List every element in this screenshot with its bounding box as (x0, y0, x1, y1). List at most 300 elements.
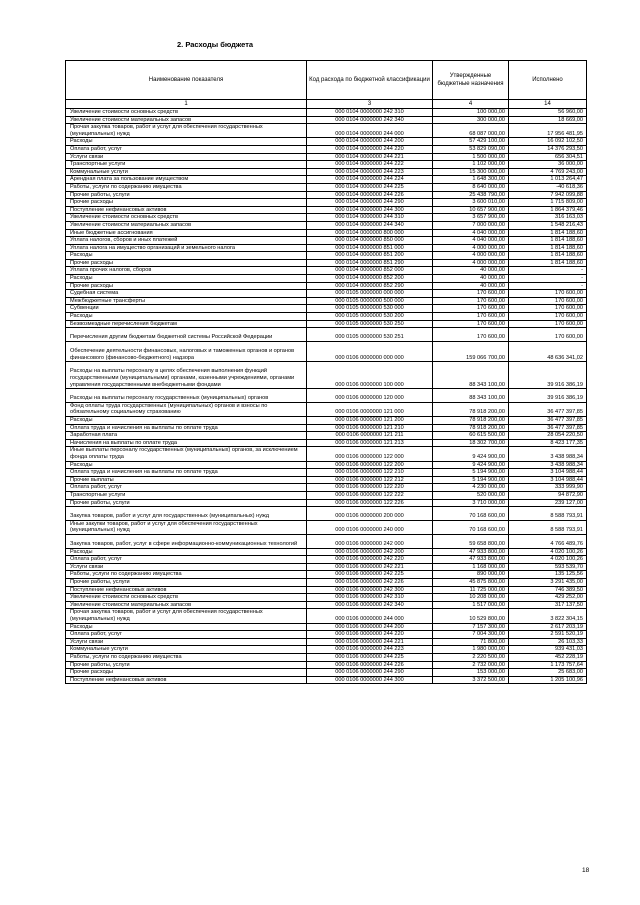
row-name: Прочие расходы (66, 669, 307, 677)
row-code: 000 0106 0000000 122 000 (307, 447, 433, 461)
row-name: Увеличение стоимости материальных запасов (66, 221, 307, 229)
row-executed: 317 137,50 (509, 601, 587, 609)
row-executed: 3 104 988,44 (509, 476, 587, 484)
table-row (66, 439, 587, 447)
row-name: Услуги связи (66, 638, 307, 646)
table-row (66, 153, 587, 161)
row-executed: 170 600,00 (509, 297, 587, 305)
table-row (66, 290, 587, 298)
table-row (66, 221, 587, 229)
row-approved: 57 429 100,00 (433, 138, 509, 146)
row-executed: 3 438 988,34 (509, 447, 587, 461)
row-executed: 18 669,00 (509, 116, 587, 124)
row-approved: 1 648 300,00 (433, 176, 509, 184)
row-executed: 48 636 341,02 (509, 341, 587, 361)
row-code: 000 0106 0000000 242 225 (307, 571, 433, 579)
table-row (66, 476, 587, 484)
row-executed: 36 477 397,85 (509, 402, 587, 416)
row-executed: 170 600,00 (509, 320, 587, 328)
row-name: Работы, услуги по содержанию имущества (66, 571, 307, 579)
row-name: Прочая закупка товаров, работ и услуг для обеспечения государственных (муниципальных) нужд (66, 609, 307, 623)
row-executed: 56 960,00 (509, 109, 587, 117)
row-name: Расходы (66, 416, 307, 424)
row-code: 000 0104 0000000 851 000 (307, 244, 433, 252)
table-row (66, 571, 587, 579)
row-executed: 26 103,33 (509, 638, 587, 646)
row-approved: 3 372 500,00 (433, 676, 509, 684)
row-name: Увеличение стоимости материальных запасов (66, 601, 307, 609)
row-approved: 7 000 000,00 (433, 221, 509, 229)
row-executed: 1 864 379,46 (509, 206, 587, 214)
table-row (66, 447, 587, 461)
row-executed: 239 127,00 (509, 499, 587, 507)
expenditure-table (65, 60, 587, 684)
table-row (66, 275, 587, 283)
table-row (66, 328, 587, 342)
table-row (66, 669, 587, 677)
row-code: 000 0104 0000000 851 290 (307, 259, 433, 267)
row-executed: 4 766 489,76 (509, 534, 587, 548)
row-approved: 15 300 000,00 (433, 168, 509, 176)
header-executed: Исполнено (509, 61, 587, 100)
row-approved: 170 600,00 (433, 320, 509, 328)
row-executed: -40 618,36 (509, 183, 587, 191)
table-row (66, 579, 587, 587)
row-code: 000 0106 0000000 122 212 (307, 476, 433, 484)
row-executed: 1 548 216,43 (509, 221, 587, 229)
header-code: Код расхода по бюджетной классификации (307, 61, 433, 100)
row-code: 000 0106 0000000 242 226 (307, 579, 433, 587)
row-name: Прочие расходы (66, 282, 307, 290)
row-code: 000 0105 0000000 530 251 (307, 328, 433, 342)
row-executed: 170 600,00 (509, 305, 587, 313)
row-name: Межбюджетные трансферты (66, 297, 307, 305)
row-name: Прочие расходы (66, 199, 307, 207)
row-name: Расходы на выплаты персоналу в целях обеспечения выполнения функций государственными (муниципальными) органами, казенными учреждениями, органами управления государственными внебюджетными фондами (66, 362, 307, 389)
row-code: 000 0104 0000000 244 224 (307, 176, 433, 184)
row-name: Расходы (66, 548, 307, 556)
row-approved: 25 438 790,00 (433, 191, 509, 199)
row-code: 000 0106 0000000 244 221 (307, 638, 433, 646)
row-name: Иные закупки товаров, работ и услуг для обеспечения государственных (муниципальных) нужд (66, 520, 307, 534)
row-name: Оплата работ, услуг (66, 484, 307, 492)
row-executed: 8 588 793,91 (509, 520, 587, 534)
row-code: 000 0104 0000000 244 222 (307, 161, 433, 169)
row-name: Прочие работы, услуги (66, 579, 307, 587)
table-row (66, 176, 587, 184)
column-number-row (66, 100, 587, 109)
row-name: Работы, услуги по содержанию имущества (66, 183, 307, 191)
row-code: 000 0104 0000000 244 200 (307, 138, 433, 146)
row-name: Расходы (66, 138, 307, 146)
row-executed: - (509, 282, 587, 290)
row-code: 000 0104 0000000 852 000 (307, 267, 433, 275)
row-executed: 16 092 102,50 (509, 138, 587, 146)
row-name: Оплата работ, услуг (66, 556, 307, 564)
row-code: 000 0106 0000000 122 210 (307, 469, 433, 477)
row-name: Оплата труда и начисления на выплаты по оплате труда (66, 469, 307, 477)
row-code: 000 0104 0000000 244 310 (307, 214, 433, 222)
row-code: 000 0106 0000000 121 211 (307, 432, 433, 440)
row-name: Расходы (66, 623, 307, 631)
row-executed: 14 376 293,50 (509, 145, 587, 153)
row-name: Поступление нефинансовых активов (66, 586, 307, 594)
table-row (66, 341, 587, 361)
table-row (66, 267, 587, 275)
row-executed: 1 814 188,60 (509, 229, 587, 237)
row-approved: 5 194 900,00 (433, 469, 509, 477)
row-approved: 170 600,00 (433, 290, 509, 298)
row-executed: 17 956 481,95 (509, 124, 587, 138)
header-row (66, 61, 587, 100)
row-executed: 39 916 386,19 (509, 389, 587, 403)
row-approved: 47 933 800,00 (433, 556, 509, 564)
row-code: 000 0106 0000000 122 220 (307, 484, 433, 492)
row-code: 000 0104 0000000 244 340 (307, 221, 433, 229)
table-row (66, 389, 587, 403)
row-executed: 1 814 188,60 (509, 252, 587, 260)
row-approved: 8 640 000,00 (433, 183, 509, 191)
table-row (66, 424, 587, 432)
row-name: Транспортные услуги (66, 161, 307, 169)
row-name: Субвенции (66, 305, 307, 313)
table-row (66, 229, 587, 237)
row-code: 000 0104 0000000 800 000 (307, 229, 433, 237)
row-code: 000 0104 0000000 244 220 (307, 145, 433, 153)
row-approved: 59 658 800,00 (433, 534, 509, 548)
row-name: Увеличение стоимости основных средств (66, 594, 307, 602)
row-code: 000 0105 0000000 530 250 (307, 320, 433, 328)
row-name: Увеличение стоимости основных средств (66, 109, 307, 117)
table-row (66, 402, 587, 416)
row-approved: 3 600 010,00 (433, 199, 509, 207)
row-executed: 3 291 435,00 (509, 579, 587, 587)
row-code: 000 0106 0000000 122 222 (307, 491, 433, 499)
row-name: Судебная система (66, 290, 307, 298)
row-executed: 1 715 809,00 (509, 199, 587, 207)
row-approved: 9 424 900,00 (433, 447, 509, 461)
table-row (66, 199, 587, 207)
row-code: 000 0106 0000000 242 220 (307, 556, 433, 564)
table-row (66, 416, 587, 424)
table-row (66, 601, 587, 609)
row-name: Безвозмездные перечисления бюджетам (66, 320, 307, 328)
table-row (66, 586, 587, 594)
row-code: 000 0104 0000000 850 000 (307, 237, 433, 245)
table-row (66, 520, 587, 534)
row-approved: 153 000,00 (433, 669, 509, 677)
table-row (66, 259, 587, 267)
row-code: 000 0106 0000000 244 223 (307, 646, 433, 654)
row-code: 000 0104 0000000 242 310 (307, 109, 433, 117)
row-executed: 8 588 793,91 (509, 507, 587, 521)
row-name: Прочие работы, услуги (66, 661, 307, 669)
row-code: 000 0106 0000000 242 221 (307, 563, 433, 571)
row-name: Начисления на выплаты по оплате труда (66, 439, 307, 447)
row-executed: 36 477 397,85 (509, 416, 587, 424)
table-row (66, 631, 587, 639)
table-row (66, 499, 587, 507)
row-approved: 70 168 600,00 (433, 507, 509, 521)
row-name: Расходы (66, 275, 307, 283)
row-name: Иные выплаты персоналу государственных (муниципальных) органов, за исключением фонда оплаты труда (66, 447, 307, 461)
table-row (66, 362, 587, 389)
row-executed: 3 104 988,44 (509, 469, 587, 477)
row-approved: 40 000,00 (433, 282, 509, 290)
row-approved: 4 040 000,00 (433, 237, 509, 245)
row-code: 000 0106 0000000 122 226 (307, 499, 433, 507)
row-executed: 1 814 188,60 (509, 244, 587, 252)
row-name: Оплата труда и начисления на выплаты по оплате труда (66, 424, 307, 432)
row-approved: 3 657 900,00 (433, 214, 509, 222)
row-executed: 429 252,00 (509, 594, 587, 602)
row-name: Расходы (66, 461, 307, 469)
row-name: Уплата налогов, сборов и иных платежей (66, 237, 307, 245)
row-name: Обеспечение деятельности финансовых, налоговых и таможенных органов и органов финансового (финансово-бюджетного) надзора (66, 341, 307, 361)
row-code: 000 0106 0000000 000 000 (307, 341, 433, 361)
row-name: Услуги связи (66, 153, 307, 161)
row-approved: 170 600,00 (433, 313, 509, 321)
row-executed: 593 539,70 (509, 563, 587, 571)
row-approved: 78 918 200,00 (433, 416, 509, 424)
row-executed: 36 477 397,85 (509, 424, 587, 432)
table-row (66, 646, 587, 654)
row-executed: 4 020 100,26 (509, 548, 587, 556)
row-name: Увеличение стоимости материальных запасов (66, 116, 307, 124)
table-row (66, 653, 587, 661)
row-approved: 11 725 000,00 (433, 586, 509, 594)
row-executed: 39 916 386,19 (509, 362, 587, 389)
row-code: 000 0105 0000000 500 000 (307, 297, 433, 305)
table-row (66, 282, 587, 290)
row-code: 000 0106 0000000 244 225 (307, 653, 433, 661)
row-executed: 7 942 099,88 (509, 191, 587, 199)
row-code: 000 0104 0000000 244 225 (307, 183, 433, 191)
row-executed: - (509, 275, 587, 283)
row-executed: 170 600,00 (509, 290, 587, 298)
row-executed: 8 423 177,35 (509, 439, 587, 447)
row-approved: 170 600,00 (433, 305, 509, 313)
table-row (66, 138, 587, 146)
row-approved: 890 000,00 (433, 571, 509, 579)
row-executed: 746 389,50 (509, 586, 587, 594)
header-name: Наименование показателя (66, 61, 307, 100)
row-executed: 1 814 188,60 (509, 259, 587, 267)
table-row (66, 145, 587, 153)
row-name: Прочие работы, услуги (66, 191, 307, 199)
row-code: 000 0106 0000000 242 200 (307, 548, 433, 556)
row-executed: 4 769 243,00 (509, 168, 587, 176)
row-approved: 78 918 200,00 (433, 424, 509, 432)
table-row (66, 623, 587, 631)
row-approved: 520 000,00 (433, 491, 509, 499)
row-approved: 1 980 000,00 (433, 646, 509, 654)
row-code: 000 0106 0000000 200 000 (307, 507, 433, 521)
row-code: 000 0106 0000000 244 290 (307, 669, 433, 677)
section-title: 2. Расходы бюджета (177, 40, 254, 49)
row-approved: 100 000,00 (433, 109, 509, 117)
row-name: Коммунальные услуги (66, 168, 307, 176)
table-row (66, 676, 587, 684)
row-approved: 40 000,00 (433, 267, 509, 275)
table-row (66, 534, 587, 548)
row-executed: 170 600,00 (509, 328, 587, 342)
table-row (66, 484, 587, 492)
row-approved: 53 829 090,00 (433, 145, 509, 153)
row-approved: 10 529 800,00 (433, 609, 509, 623)
row-approved: 3 710 000,00 (433, 499, 509, 507)
row-code: 000 0106 0000000 242 000 (307, 534, 433, 548)
row-executed: 2 617 203,19 (509, 623, 587, 631)
table-row (66, 548, 587, 556)
row-name: Поступление нефинансовых активов (66, 676, 307, 684)
row-approved: 4 230 000,00 (433, 484, 509, 492)
row-name: Расходы (66, 252, 307, 260)
table-row (66, 168, 587, 176)
row-name: Прочая закупка товаров, работ и услуг для обеспечения государственных (муниципальных) нужд (66, 124, 307, 138)
row-code: 000 0104 0000000 244 290 (307, 199, 433, 207)
row-executed: 170 600,00 (509, 313, 587, 321)
table-row (66, 461, 587, 469)
row-approved: 1 517 000,00 (433, 601, 509, 609)
row-approved: 170 600,00 (433, 328, 509, 342)
row-name: Расходы (66, 313, 307, 321)
table-row (66, 638, 587, 646)
row-approved: 45 875 800,00 (433, 579, 509, 587)
row-executed: 3 438 988,34 (509, 461, 587, 469)
row-code: 000 0104 0000000 851 200 (307, 252, 433, 260)
row-code: 000 0106 0000000 121 210 (307, 424, 433, 432)
row-code: 000 0104 0000000 244 226 (307, 191, 433, 199)
row-approved: 7 004 300,00 (433, 631, 509, 639)
row-code: 000 0106 0000000 121 200 (307, 416, 433, 424)
table-row (66, 237, 587, 245)
row-approved: 10 208 000,00 (433, 594, 509, 602)
row-code: 000 0104 0000000 244 300 (307, 206, 433, 214)
row-approved: 47 933 800,00 (433, 548, 509, 556)
table-row (66, 252, 587, 260)
row-approved: 88 343 100,00 (433, 389, 509, 403)
row-approved: 88 343 100,00 (433, 362, 509, 389)
row-code: 000 0104 0000000 244 223 (307, 168, 433, 176)
row-approved: 18 302 700,00 (433, 439, 509, 447)
table-row (66, 313, 587, 321)
row-approved: 7 157 300,00 (433, 623, 509, 631)
row-executed: 1 013 264,47 (509, 176, 587, 184)
row-executed: 25 683,00 (509, 669, 587, 677)
table-row (66, 206, 587, 214)
row-approved: 1 500 000,00 (433, 153, 509, 161)
row-approved: 300 000,00 (433, 116, 509, 124)
row-code: 000 0106 0000000 244 226 (307, 661, 433, 669)
row-executed: 939 431,03 (509, 646, 587, 654)
row-executed: 452 228,19 (509, 653, 587, 661)
row-name: Заработная плата (66, 432, 307, 440)
row-code: 000 0106 0000000 244 200 (307, 623, 433, 631)
row-code: 000 0106 0000000 122 200 (307, 461, 433, 469)
row-name: Поступление нефинансовых активов (66, 206, 307, 214)
row-name: Арендная плата за пользование имуществом (66, 176, 307, 184)
page-number: 18 (582, 867, 590, 874)
row-approved: 71 800,00 (433, 638, 509, 646)
row-code: 000 0106 0000000 121 213 (307, 439, 433, 447)
row-name: Прочие расходы (66, 259, 307, 267)
column-number: 14 (509, 100, 587, 109)
table-row (66, 297, 587, 305)
table-body (66, 109, 587, 684)
row-code: 000 0104 0000000 244 221 (307, 153, 433, 161)
row-executed: 1 205 100,96 (509, 676, 587, 684)
row-name: Фонд оплаты труда государственных (муниципальных) органов и взносы по обязательному социальному страхованию (66, 402, 307, 416)
table-row (66, 214, 587, 222)
row-name: Перечисления другим бюджетам бюджетной системы Российской Федерации (66, 328, 307, 342)
row-approved: 170 600,00 (433, 297, 509, 305)
table-row (66, 116, 587, 124)
row-name: Увеличение стоимости основных средств (66, 214, 307, 222)
row-approved: 5 194 900,00 (433, 476, 509, 484)
row-code: 000 0106 0000000 120 000 (307, 389, 433, 403)
row-code: 000 0104 0000000 852 290 (307, 282, 433, 290)
row-name: Оплата работ, услуг (66, 631, 307, 639)
row-code: 000 0105 0000000 530 000 (307, 305, 433, 313)
row-executed: 28 054 220,50 (509, 432, 587, 440)
table-row (66, 661, 587, 669)
table-row (66, 594, 587, 602)
table-row (66, 183, 587, 191)
table-row (66, 320, 587, 328)
row-code: 000 0105 0000000 530 200 (307, 313, 433, 321)
column-number: 4 (433, 100, 509, 109)
row-executed: 36 000,00 (509, 161, 587, 169)
row-code: 000 0106 0000000 121 000 (307, 402, 433, 416)
row-approved: 4 000 000,00 (433, 244, 509, 252)
row-code: 000 0104 0000000 242 340 (307, 116, 433, 124)
row-approved: 70 168 600,00 (433, 520, 509, 534)
row-approved: 2 220 500,00 (433, 653, 509, 661)
row-code: 000 0106 0000000 244 300 (307, 676, 433, 684)
row-name: Расходы на выплаты персоналу государственных (муниципальных) органов (66, 389, 307, 403)
row-executed: 4 020 100,26 (509, 556, 587, 564)
row-approved: 2 732 000,00 (433, 661, 509, 669)
row-approved: 9 424 900,00 (433, 461, 509, 469)
row-executed: 656 304,51 (509, 153, 587, 161)
row-executed: 333 999,90 (509, 484, 587, 492)
row-approved: 68 087 000,00 (433, 124, 509, 138)
row-approved: 4 040 000,00 (433, 229, 509, 237)
table-row (66, 161, 587, 169)
column-number: 1 (66, 100, 307, 109)
table-row (66, 491, 587, 499)
table-row (66, 305, 587, 313)
row-executed: 3 822 304,15 (509, 609, 587, 623)
row-name: Уплата налога на имущество организаций и земельного налога (66, 244, 307, 252)
row-code: 000 0106 0000000 242 340 (307, 601, 433, 609)
table-row (66, 469, 587, 477)
row-code: 000 0106 0000000 244 220 (307, 631, 433, 639)
table-row (66, 109, 587, 117)
row-approved: 78 918 200,00 (433, 402, 509, 416)
row-code: 000 0106 0000000 244 000 (307, 609, 433, 623)
header-approved: Утвержденные бюджетные назначения (433, 61, 509, 100)
row-approved: 159 066 700,00 (433, 341, 509, 361)
row-name: Коммунальные услуги (66, 646, 307, 654)
table-row (66, 432, 587, 440)
row-executed: 316 163,03 (509, 214, 587, 222)
row-approved: 60 615 500,00 (433, 432, 509, 440)
row-executed: 94 872,90 (509, 491, 587, 499)
column-number: 3 (307, 100, 433, 109)
row-name: Иные бюджетные ассигнования (66, 229, 307, 237)
